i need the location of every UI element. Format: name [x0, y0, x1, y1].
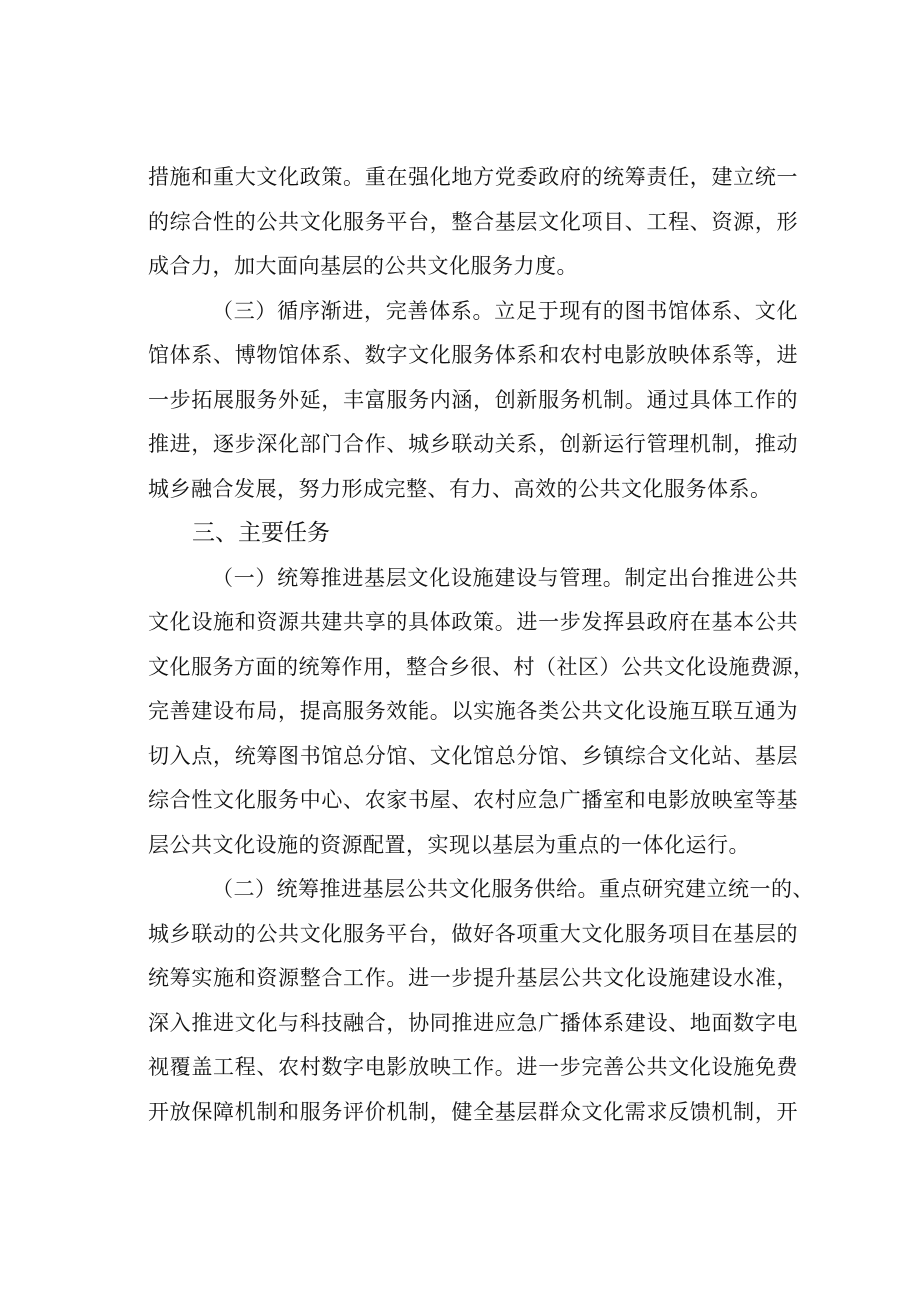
paragraph-line: 统筹实施和资源整合工作。进一步提升基层公共文化设施建设水准，	[148, 966, 798, 990]
paragraph-line: 完善建设布局，提高服务效能。以实施各类公共文化设施互联互通为	[148, 699, 798, 723]
paragraph-line: 推进，逐步深化部门合作、城乡联动关系，创新运行管理机制，推动	[148, 432, 798, 456]
document-body	[148, 155, 815, 1134]
paragraph-line: 城乡联动的公共文化服务平台，做好各项重大文化服务项目在基层的	[148, 921, 798, 946]
paragraph-line: 开放保障机制和服务评价机制，健全基层群众文化需求反馈机制，开	[148, 1099, 798, 1124]
section-heading: 三、主要任务	[192, 520, 330, 546]
paragraph-line: （二）统筹推进基层公共文化服务供给。重点研究建立统一的、	[212, 877, 814, 901]
paragraph-line: 的综合性的公共文化服务平台，整合基层文化项目、工程、资源，形	[148, 209, 798, 234]
paragraph-line: （三）循序渐进，完善体系。立足于现有的图书馆体系、文化	[212, 298, 798, 323]
paragraph-line: 切入点，统筹图书馆总分馆、文化馆总分馆、乡镇综合文化站、基层	[148, 743, 798, 768]
paragraph-line: 一步拓展服务外延，丰富服务内涵，创新服务机制。通过具体工作的	[148, 387, 798, 412]
paragraph-line: 文化设施和资源共建共享的具体政策。进一步发挥县政府在基本公共	[148, 610, 798, 634]
paragraph-line: （一）统筹推进基层文化设施建设与管理。制定出台推进公共	[212, 565, 798, 590]
paragraph-line: 文化服务方面的统筹作用，整合乡很、村（社区）公共文化设施费源，	[148, 654, 815, 679]
paragraph-line: 城乡融合发展，努力形成完整、有力、高效的公共文化服务体系。	[148, 476, 772, 501]
paragraph-line: 综合性文化服务中心、农家书屋、农村应急广播室和电影放映室等基	[148, 788, 798, 812]
paragraph-line: 深入推进文化与科技融合，协同推进应急广播体系建设、地面数字电	[148, 1010, 798, 1035]
paragraph-line: 成合力，加大面向基层的公共文化服务力度。	[148, 254, 578, 278]
paragraph-line: 措施和重大文化政策。重在强化地方党委政府的统筹责任，建立统一	[148, 165, 798, 189]
paragraph-line: 馆体系、博物馆体系、数字文化服务体系和农村电影放映体系等，进	[148, 343, 798, 367]
paragraph-line: 视覆盖工程、农村数字电影放映工作。进一步完善公共文化设施免费	[148, 1055, 798, 1079]
paragraph-line: 层公共文化设施的资源配置，实现以基层为重点的一体化运行。	[148, 832, 750, 857]
